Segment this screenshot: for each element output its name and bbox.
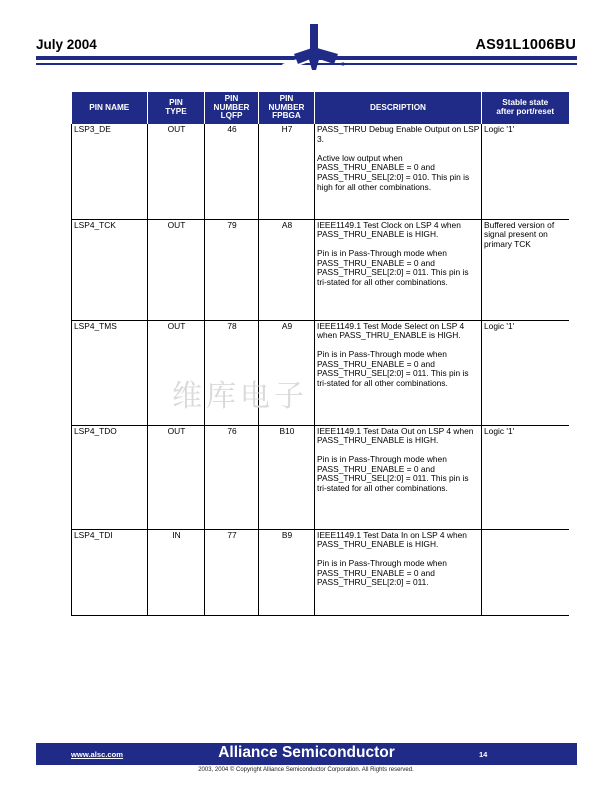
description-summary: PASS_THRU Debug Enable Output on LSP 3. xyxy=(317,124,480,144)
description-cell xyxy=(315,529,482,615)
description-detail: Pin is in Pass-Through mode when PASS_THRU_ENABLE = 0 and PASS_THRU_SEL[2:0] = 011. This pin is tri-stated for all other combinations. xyxy=(317,349,469,389)
description-summary: IEEE1149.1 Test Data Out on LSP 4 when PASS_THRU_ENABLE is HIGH. xyxy=(317,425,474,446)
lqfp-cell: 79 xyxy=(205,219,259,320)
document-date: July 2004 xyxy=(36,37,97,52)
pin-type-cell: IN xyxy=(148,529,205,615)
table-header-row xyxy=(72,92,569,124)
pin-type-cell: OUT xyxy=(148,425,205,529)
column-header-lqfp: PIN NUMBER LQFP xyxy=(205,92,259,124)
description-cell xyxy=(315,219,482,320)
lqfp-cell: 77 xyxy=(205,529,259,615)
table-row xyxy=(72,219,569,320)
pin-type-cell: OUT xyxy=(148,124,205,219)
lqfp-cell: 78 xyxy=(205,320,259,425)
company-name: Alliance Semiconductor xyxy=(218,744,395,761)
description-detail: Pin is in Pass-Through mode when PASS_THRU_ENABLE = 0 and PASS_THRU_SEL[2:0] = 011. This pin is tri-stated for all other combinations. xyxy=(317,248,469,288)
table-row xyxy=(72,124,569,219)
description-cell xyxy=(315,124,482,219)
pin-name-cell: LSP4_TDI xyxy=(72,529,148,615)
fpbga-cell: A9 xyxy=(259,320,315,425)
column-header-fpbga: PIN NUMBER FPBGA xyxy=(259,92,315,124)
pin-name-cell: LSP4_TDO xyxy=(72,425,148,529)
column-header-description: DESCRIPTION xyxy=(315,92,482,124)
description-summary: IEEE1149.1 Test Clock on LSP 4 when PASS_THRU_ENABLE is HIGH. xyxy=(317,219,461,240)
pin-name-cell: LSP4_TMS xyxy=(72,320,148,425)
pin-description-table xyxy=(71,92,569,616)
stable-state-cell: Logic '1' xyxy=(482,124,569,219)
website-link[interactable]: www.alsc.com xyxy=(71,750,124,759)
part-number: AS91L1006BU xyxy=(475,37,576,53)
lqfp-cell: 76 xyxy=(205,425,259,529)
table-row xyxy=(72,425,569,529)
column-header-stable-state: Stable state after port/reset xyxy=(482,92,569,124)
description-detail: Pin is in Pass-Through mode when PASS_THRU_ENABLE = 0 and PASS_THRU_SEL[2:0] = 011. xyxy=(317,558,447,588)
lqfp-cell: 46 xyxy=(205,124,259,219)
stable-state-cell xyxy=(482,529,569,615)
alliance-logo-icon xyxy=(282,24,348,72)
description-detail: Pin is in Pass-Through mode when PASS_THRU_ENABLE = 0 and PASS_THRU_SEL[2:0] = 011. This pin is tri-stated for all other combinations. xyxy=(317,454,469,494)
fpbga-cell: H7 xyxy=(259,124,315,219)
copyright-notice: 2003, 2004 © Copyright Alliance Semiconductor Corporation. All Rights reserved. xyxy=(198,767,414,773)
pin-name-cell: LSP3_DE xyxy=(72,124,148,219)
column-header-pin-name: PIN NAME xyxy=(72,92,148,124)
description-summary: IEEE1149.1 Test Mode Select on LSP 4 when PASS_THRU_ENABLE is HIGH. xyxy=(317,320,465,341)
page-number: 14 xyxy=(479,750,488,759)
pin-name-cell: LSP4_TCK xyxy=(72,219,148,320)
fpbga-cell: B9 xyxy=(259,529,315,615)
description-cell xyxy=(315,320,482,425)
fpbga-cell: B10 xyxy=(259,425,315,529)
column-header-pin-type: PIN TYPE xyxy=(148,92,205,124)
pin-type-cell: OUT xyxy=(148,219,205,320)
stable-state-cell: Logic '1' xyxy=(482,425,569,529)
table-row xyxy=(72,320,569,425)
footer-bar xyxy=(36,743,577,765)
description-detail: Active low output when PASS_THRU_ENABLE = 0 and PASS_THRU_SEL[2:0] = 010. This pin is high for all other combinations. xyxy=(317,152,470,192)
description-summary: IEEE1149.1 Test Data In on LSP 4 when PASS_THRU_ENABLE is HIGH. xyxy=(317,529,467,550)
description-cell xyxy=(315,425,482,529)
pin-type-cell: OUT xyxy=(148,320,205,425)
fpbga-cell: A8 xyxy=(259,219,315,320)
table-row xyxy=(72,529,569,615)
stable-state-cell: Buffered version of signal present on primary TCK xyxy=(482,219,569,320)
stable-state-cell: Logic '1' xyxy=(482,320,569,425)
watermark-text: 维库电子 xyxy=(172,379,308,414)
